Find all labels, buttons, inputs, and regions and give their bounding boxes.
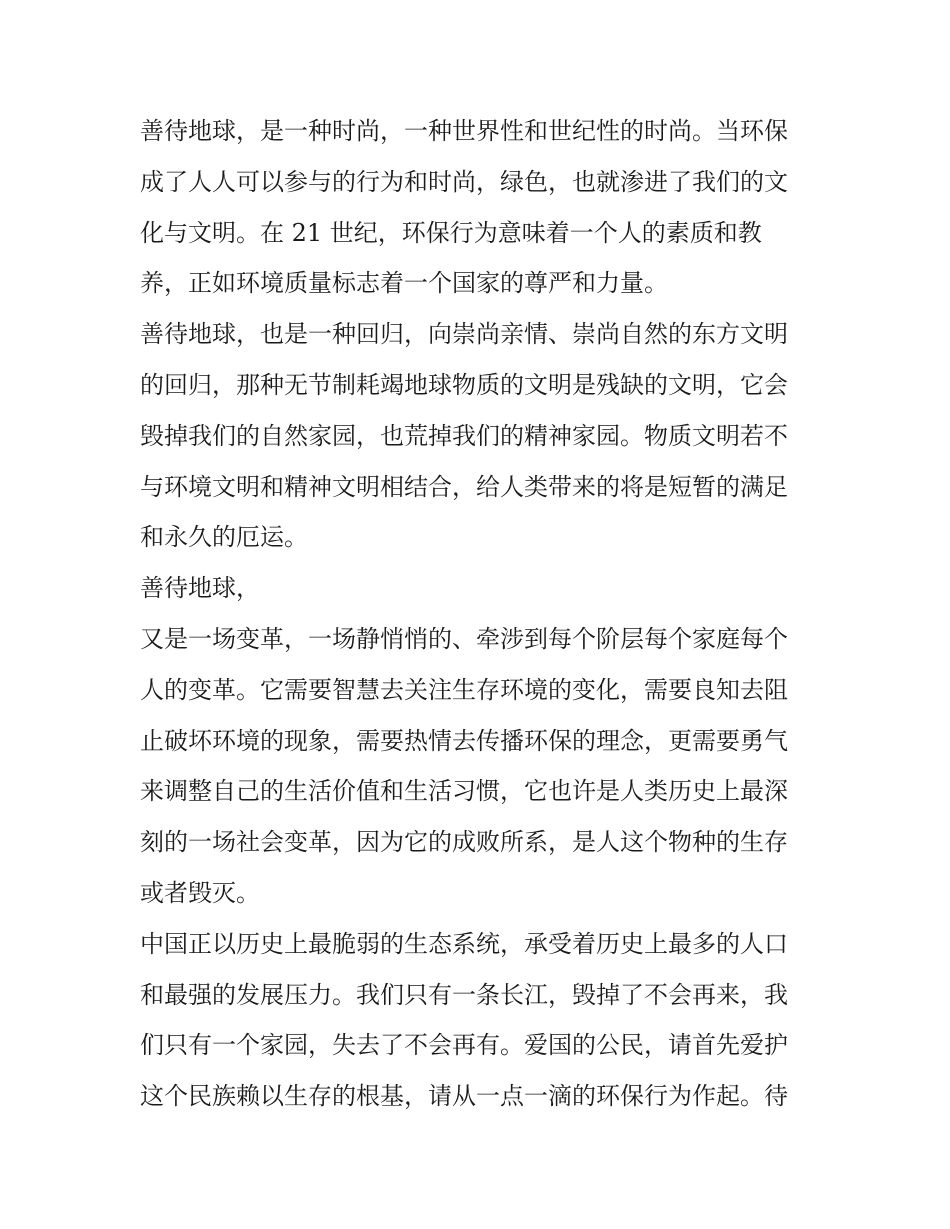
text-line: 中国正以历史上最脆弱的生态系统，承受着历史上最多的人口 (140, 929, 788, 958)
text-line: 刻的一场社会变革，因为它的成败所系，是人这个物种的生存 (140, 828, 788, 857)
text-line: 们只有一个家园，失去了不会再有。爱国的公民，请首先爱护 (140, 1031, 788, 1060)
text-line: 的回归，那种无节制耗竭地球物质的文明是残缺的文明，它会 (140, 370, 788, 399)
text-line: 养，正如环境质量标志着一个国家的尊严和力量。 (140, 269, 668, 298)
text-line: 又是一场变革，一场静悄悄的、牵涉到每个阶层每个家庭每个 (140, 624, 788, 653)
text-line: 化与文明。在 21 世纪，环保行为意味着一个人的素质和教 (140, 218, 762, 247)
text-line: 人的变革。它需要智慧去关注生存环境的变化，需要良知去阻 (140, 675, 788, 704)
text-line: 毁掉我们的自然家园，也荒掉我们的精神家园。物质文明若不 (140, 421, 788, 450)
text-line: 这个民族赖以生存的根基，请从一点一滴的环保行为作起。待 (140, 1082, 788, 1111)
text-line: 善待地球，也是一种回归，向崇尚亲情、崇尚自然的东方文明 (140, 320, 788, 349)
text-line: 或者毁灭。 (140, 878, 260, 907)
text-line: 成了人人可以参与的行为和时尚，绿色，也就渗进了我们的文 (140, 167, 788, 196)
text-line: 来调整自己的生活价值和生活习惯，它也许是人类历史上最深 (140, 777, 788, 806)
body-text (140, 106, 820, 1122)
text-line: 善待地球， (140, 574, 260, 603)
text-line: 和最强的发展压力。我们只有一条长江，毁掉了不会再来，我 (140, 980, 788, 1009)
text-line: 和永久的厄运。 (140, 523, 308, 552)
text-line: 与环境文明和精神文明相结合，给人类带来的将是短暂的满足 (140, 472, 788, 501)
text-line: 善待地球，是一种时尚，一种世界性和世纪性的时尚。当环保 (140, 117, 788, 145)
text-line: 止破坏环境的现象，需要热情去传播环保的理念，更需要勇气 (140, 726, 788, 755)
